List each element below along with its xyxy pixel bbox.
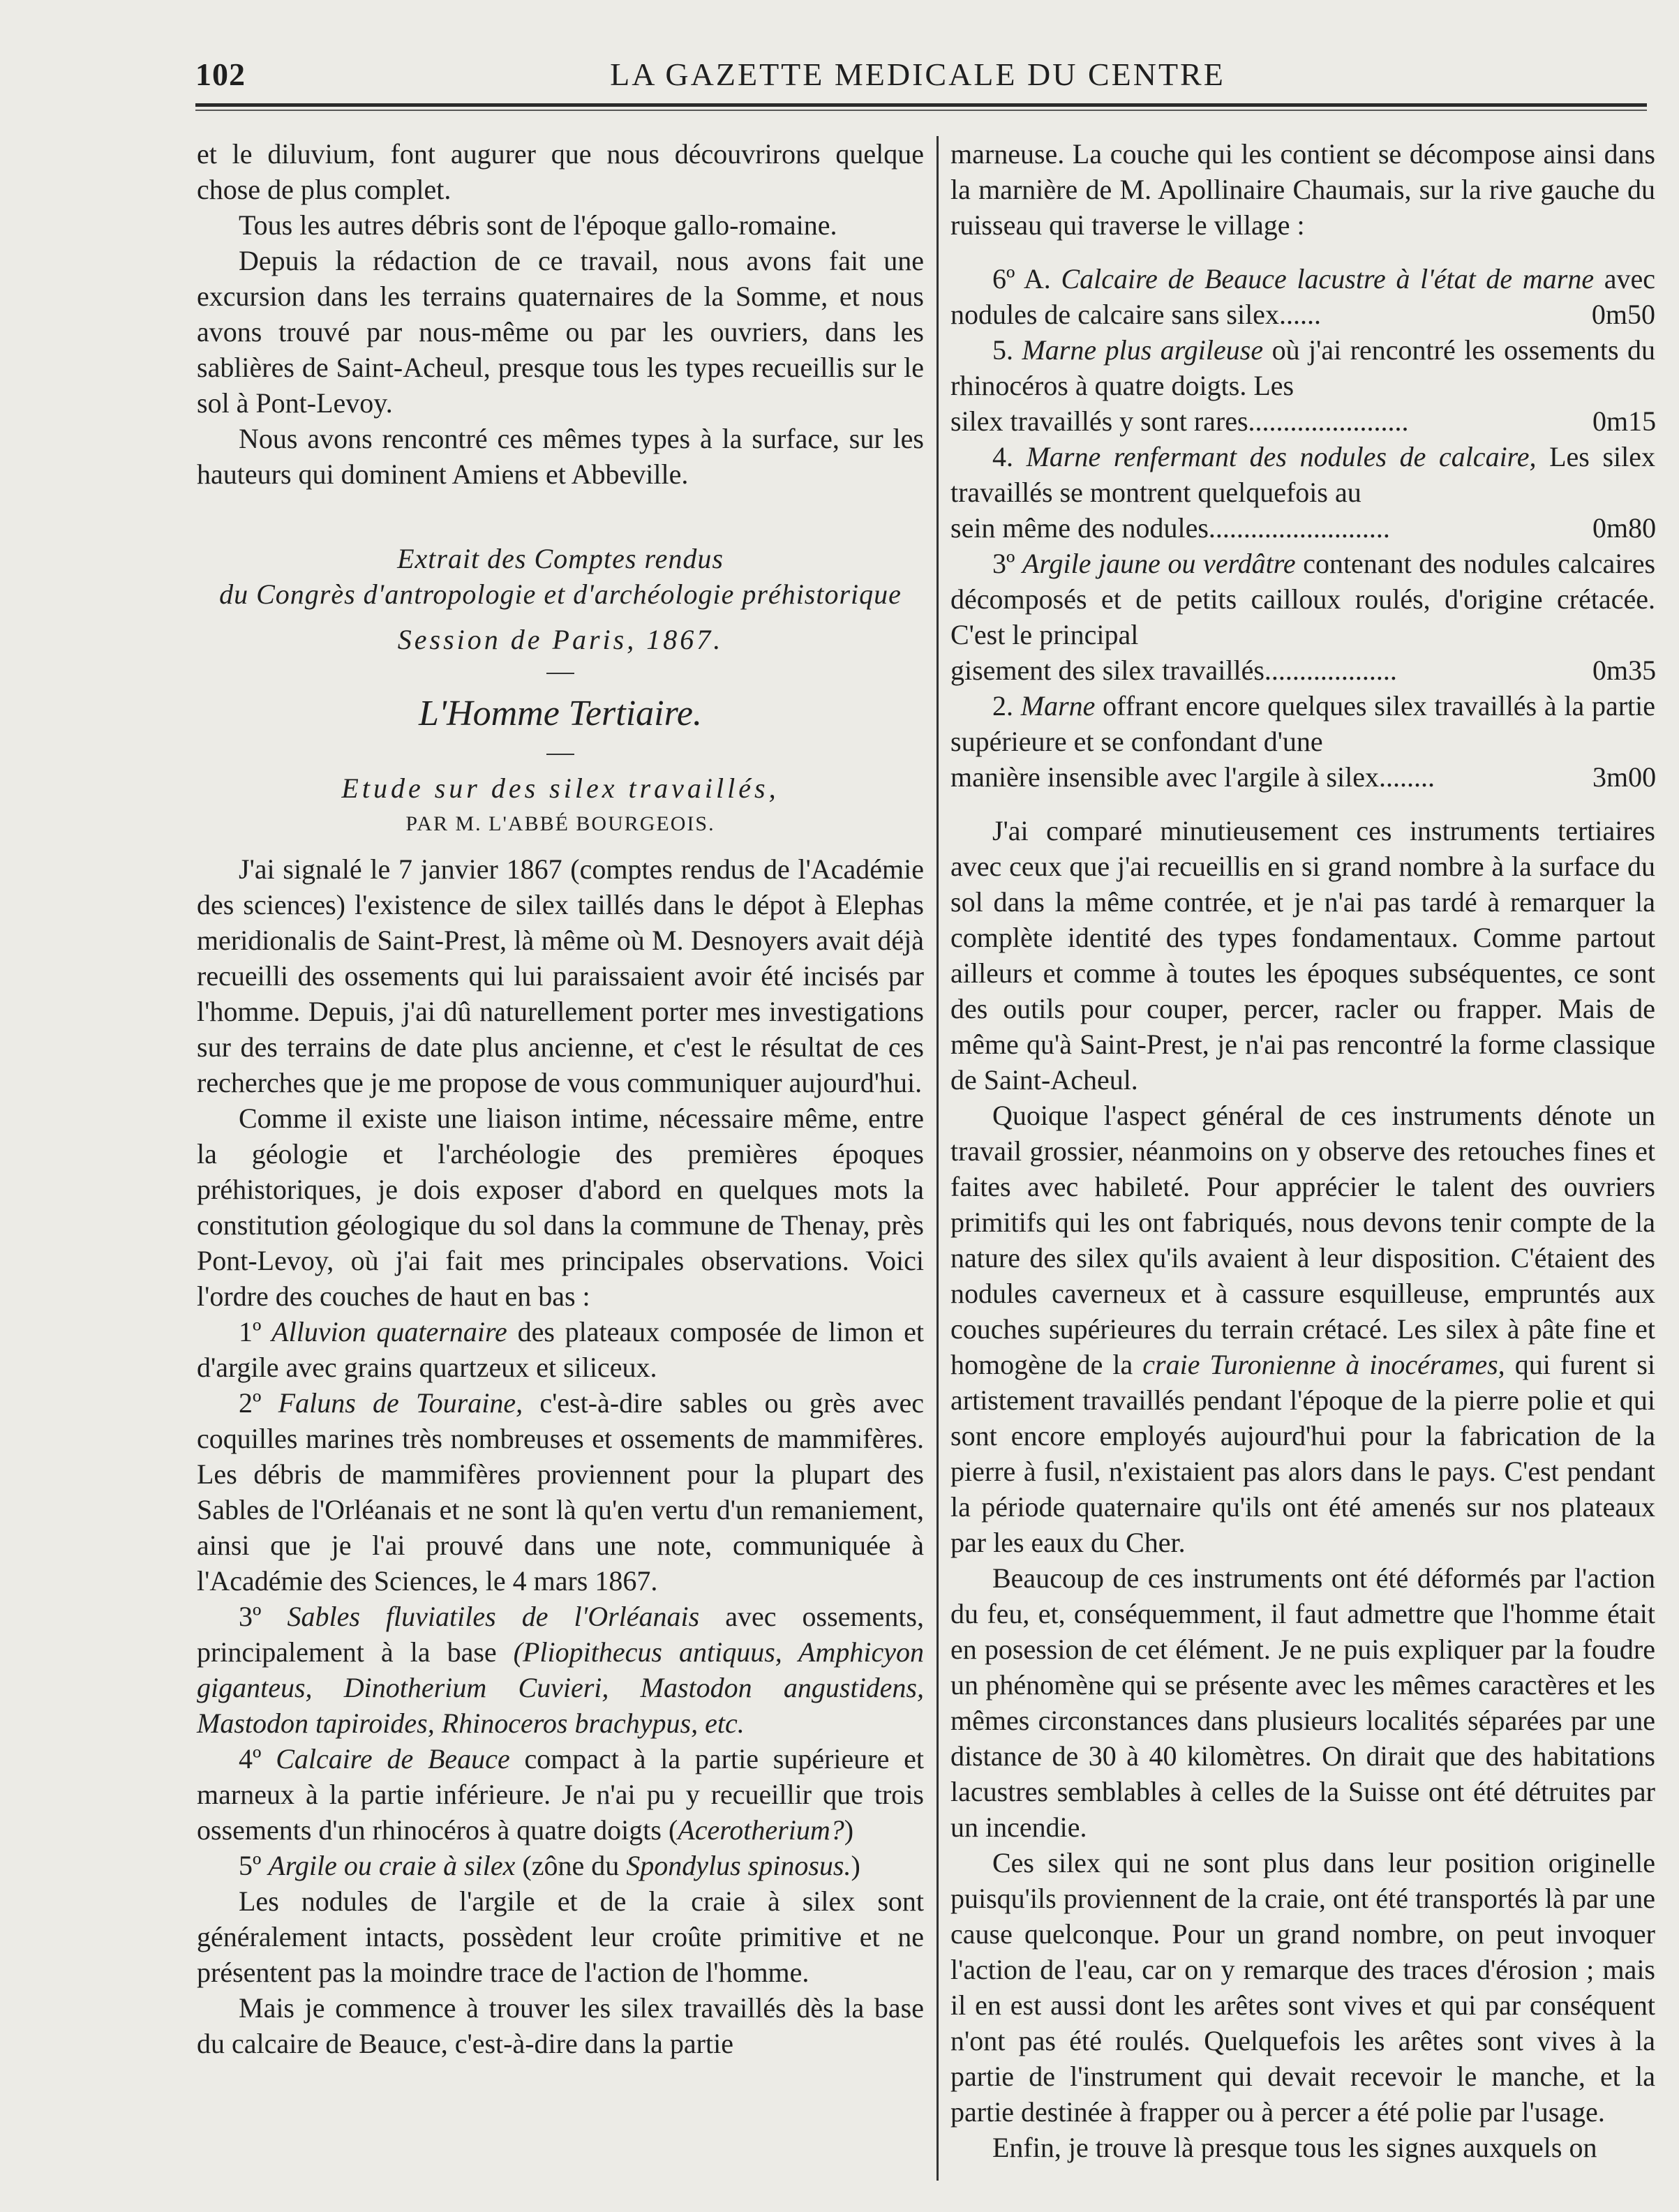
layer-6 — [950, 261, 1655, 332]
stratum-close: ) — [844, 1814, 854, 1846]
stratum-number: 4º — [239, 1743, 262, 1774]
paragraph: Comme il existe une liaison intime, nécessaire même, entre la géologie et l'archéologie des premières époques préhistoriques, je dois exposer d'abord en quelques mots la constitution géologique du sol dans la commune de Thenay, près Pont-Levoy, où j'ai fait mes principales observations. Voici l'ordre des couches de haut en bas : — [197, 1103, 924, 1312]
stratum-text: avec ossements, principalement à la base — [197, 1601, 924, 1668]
layer-number: 3º — [992, 548, 1015, 579]
layer-text: sein même des nodules.......................... — [950, 512, 1390, 544]
layer-name: Marne plus argileuse — [1022, 334, 1264, 366]
stratum-text: des plateaux composée de limon et d'argile avec grains quartzeux et siliceux. — [197, 1316, 924, 1383]
stratum-species: Acerotherium? — [678, 1814, 844, 1846]
layer-thickness: 0m15 — [1592, 405, 1657, 437]
article-subtitle: Etude sur des silex travaillés, — [341, 772, 779, 804]
layer-text: avec nodules de calcaire sans silex...... — [950, 263, 1656, 330]
stratum-number: 1º — [239, 1316, 262, 1347]
stratum-5 — [197, 1848, 924, 1883]
stratum-name: Calcaire de Beauce — [276, 1743, 510, 1774]
layer-text: offrant encore quelques silex travaillés à la partie supérieure et se confondant d'une — [950, 690, 1656, 757]
layer-number: 2. — [992, 690, 1013, 722]
extract-line: Extrait des Comptes rendus — [397, 543, 724, 574]
stratum-number: 5º — [239, 1850, 262, 1881]
paragraph: marneuse. La couche qui les contient se décompose ainsi dans la marnière de M. Apollinaire Chaumais, sur la rive gauche du ruisseau qui traverse le village : — [950, 138, 1655, 241]
left-column — [197, 136, 924, 2061]
layer-thickness: 0m35 — [1592, 655, 1657, 686]
layer-text: contenant des nodules calcaires décomposés et de petits cailloux roulés, d'origine crétacée. C'est le principal — [950, 548, 1656, 650]
paragraph: Les nodules de l'argile et de la craie à silex sont généralement intacts, possèdent leur croûte primitive et ne présentent pas la moindre trace de l'action de l'homme. — [197, 1885, 924, 1988]
stratum-fossils: (Pliopithecus antiquus, Amphicyon giganteus, Dinotherium Cuvieri, Mastodon angustidens, Mastodon tapiroides, Rhinoceros brachypus, etc. — [197, 1636, 924, 1739]
stratum-name: Argile ou craie à silex — [268, 1850, 516, 1881]
stratum-text: compact à la partie supérieure et marneux à la partie inférieure. Je n'ai pu y recueillir que trois ossements d'un rhinocéros à quatre doigts ( — [197, 1743, 924, 1846]
layer-thickness: 3m00 — [1592, 761, 1657, 793]
paragraph: Beaucoup de ces instruments ont été déformés par l'action du feu, et, conséquemment, il faut admettre que l'homme était en posession de cet élément. Je ne puis expliquer par la foudre un phénomène qui se présente avec les mêmes caractères et les mêmes circonstances dans plusieurs localités séparées par une distance de 30 à 40 kilomètres. On dirait que des habitations lacustres semblables à celles de la Suisse ont été détruites par un incendie. — [950, 1562, 1655, 1843]
layer-number: 4. — [992, 441, 1013, 472]
layer-4 — [950, 439, 1655, 510]
layer-3 — [950, 546, 1655, 652]
layer-text: silex travaillés y sont rares....................... — [950, 405, 1409, 437]
paragraph: Tous les autres débris sont de l'époque gallo-romaine. — [239, 209, 837, 241]
header-rule — [195, 103, 1647, 107]
stratum-number: 2º — [239, 1387, 262, 1419]
stratum-name: Alluvion quaternaire — [271, 1316, 507, 1347]
paragraph: J'ai signalé le 7 janvier 1867 (comptes rendus de l'Académie des sciences) l'existence de silex taillés dans le dépot à Elephas meridionalis de Saint-Prest, là même où M. Desnoyers avait déjà recueilli des ossements qui lui paraissaient avoir été incisés par l'homme. Depuis, j'ai dû naturellement porter mes investigations sur des terrains de date plus ancienne, et c'est le résultat de ces recherches que je me propose de vous communiquer aujourd'hui. — [197, 853, 924, 1098]
extract-line: du Congrès d'antropologie et d'archéologie préhistorique — [219, 578, 902, 610]
column-divider — [936, 136, 939, 2181]
extract-notice — [197, 541, 924, 657]
layer-name: Marne renfermant des nodules de calcaire, — [1026, 441, 1537, 472]
layer-5-last-line — [950, 403, 1655, 439]
stratum-number: 3º — [239, 1601, 262, 1632]
layer-3-last-line — [950, 652, 1655, 688]
layer-5 — [950, 332, 1655, 403]
paragraph: Mais je commence à trouver les silex travaillés dès la base du calcaire de Beauce, c'est-à-dire dans la partie — [197, 1992, 924, 2059]
paragraph: Depuis la rédaction de ce travail, nous avons fait une excursion dans les terrains quaternaires de la Somme, et nous avons trouvé par nous-même ou par les ouvriers, dans les sablières de Saint-Acheul, presque tous les types recueillis sur le sol à Pont-Levoy. — [197, 245, 924, 419]
stratum-text: c'est-à-dire sables ou grès avec coquilles marines très nombreuses et ossements de mammifères. Les débris de mammifères proviennent pour la plupart des Sables de l'Orléanais et ne sont là qu'en vertu d'un remaniement, ainsi que je l'ai prouvé dans une note, communiquée à l'Académie des Sciences, le 4 mars 1867. — [197, 1387, 925, 1597]
paragraph: Enfin, je trouve là presque tous les signes auxquels on — [992, 2132, 1597, 2163]
stratum-text: (zône du — [522, 1850, 620, 1881]
layer-list — [950, 261, 1655, 795]
stratum-1 — [197, 1314, 924, 1385]
paragraph: Nous avons rencontré ces mêmes types à la surface, sur les hauteurs qui dominent Amiens et Abbeville. — [197, 423, 924, 490]
layer-text: manière insensible avec l'argile à silex........ — [950, 761, 1435, 793]
paragraph-text: Quoique l'aspect général de ces instruments dénote un travail grossier, néanmoins on y observe des retouches fines et faites avec habileté. Pour apprécier le talent des ouvriers primitifs qui les ont fabriqués, nous devons tenir compte de la nature des silex qu'ils avaient à leur disposition. C'étaient des nodules caverneux et à cassure esquilleuse, empruntés aux couches supérieures du terrain crétacé. Les silex à pâte fine et homogène de la — [950, 1100, 1655, 1380]
stratum-name: Faluns de Touraine, — [278, 1387, 523, 1419]
layer-thickness: 0m50 — [1591, 299, 1655, 330]
layer-text: gisement des silex travaillés................... — [950, 655, 1397, 686]
paragraph: J'ai comparé minutieusement ces instruments tertiaires avec ceux que j'ai recueillis en si grand nombre à la surface du sol dans la même contrée, et je n'ai pas tardé à remarquer la complète identité des types fondamentaux. Comme partout ailleurs et comme à toutes les époques subséquentes, ce sont des outils pour couper, percer, racler ou frapper. Mais de même qu'à Saint-Prest, je n'ai pas rencontré la forme classique de Saint-Acheul. — [950, 815, 1655, 1096]
stratum-2 — [197, 1385, 924, 1599]
paragraph: Ces silex qui ne sont plus dans leur position originelle puisqu'ils proviennent de la craie, ont été transportés là par une cause quelconque. Pour un grand nombre, on peut invoquer l'action de l'eau, car on y remarque des traces d'érosion ; mais il en est aussi dont les arêtes sont vives et qui par conséquent n'ont pas été roulés. Quelquefois les arêtes sont vives à la partie de l'instrument qui devait recevoir le manche, et la partie destinée à frapper ou à percer a été polie par l'usage. — [950, 1847, 1655, 2128]
paragraph: et le diluvium, font augurer que nous découvrirons quelque chose de plus complet. — [197, 138, 924, 205]
separator-dash — [546, 673, 574, 674]
paragraph-text: qui furent si artistement travaillés pendant l'époque de la pierre polie et qui sont encore employés aujourd'hui pour la fabrication de la pierre à fusil, n'existaient pas alors dans le pays. C'est pendant la période quaternaire qu'ils ont été amenés sur nos plateaux par les eaux du Cher. — [950, 1349, 1656, 1558]
extract-session: Session de Paris, 1867. — [397, 624, 724, 655]
page-number: 102 — [195, 57, 246, 92]
header-rule-thin — [195, 110, 1647, 111]
running-title: LA GAZETTE MEDICALE DU CENTRE — [610, 57, 1225, 92]
layer-name: Argile jaune ou verdâtre — [1022, 548, 1296, 579]
layer-text: où j'ai rencontré les ossements du rhinocéros à quatre doigts. Les — [950, 334, 1655, 401]
paragraph — [950, 1098, 1655, 1560]
layer-number: 6º A. — [992, 263, 1051, 294]
separator-dash — [546, 754, 574, 755]
right-column — [950, 136, 1655, 2165]
layer-4-last-line — [950, 510, 1655, 546]
layer-number: 5. — [992, 334, 1013, 366]
stratum-3 — [197, 1599, 924, 1741]
page-header — [195, 56, 1640, 105]
article-title: L'Homme Tertiaire. — [419, 694, 702, 733]
layer-2 — [950, 688, 1655, 759]
layer-name: Calcaire de Beauce lacustre à l'état de marne — [1061, 263, 1595, 294]
paragraph-emphasis: craie Turonienne à inocérames, — [1142, 1349, 1505, 1380]
article-byline: PAR M. L'ABBÉ BOURGEOIS. — [405, 812, 715, 835]
stratum-4 — [197, 1741, 924, 1848]
layer-thickness: 0m80 — [1592, 512, 1657, 544]
layer-text: Les silex travaillés se montrent quelquefois au — [950, 441, 1655, 508]
layer-2-last-line — [950, 759, 1655, 795]
stratum-name: Sables fluviatiles de l'Orléanais — [287, 1601, 700, 1632]
layer-name: Marne — [1020, 690, 1096, 722]
stratum-species: Spondylus spinosus. — [626, 1850, 851, 1881]
stratum-close: ) — [851, 1850, 860, 1881]
